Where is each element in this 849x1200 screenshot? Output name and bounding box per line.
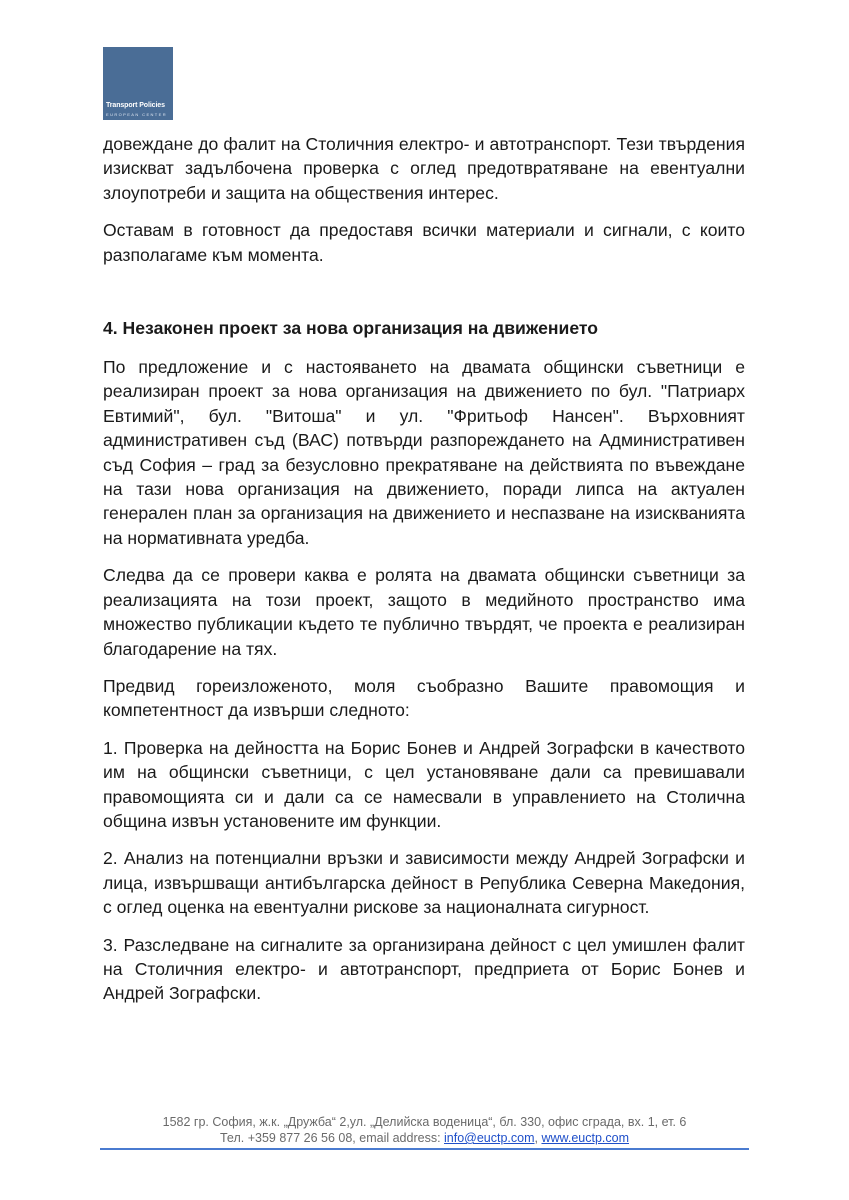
section-heading: 4. Незаконен проект за нова организация на движението xyxy=(103,318,599,339)
logo-subtitle: EUROPEAN CENTER xyxy=(106,112,168,117)
email-link[interactable]: info@euctp.com xyxy=(444,1131,535,1145)
website-link[interactable]: www.euctp.com xyxy=(541,1131,630,1145)
request-item-1: 1. Проверка на дейността на Борис Бонев и Андрей Зографски в качеството им на общински съветници, с цел установяване дали са превишавали правомощията си и дали са се намесвали в управлението на Столична община извън установените им функции. xyxy=(103,737,745,831)
footer-phone: Тел. +359 877 26 56 08, email address: xyxy=(219,1131,445,1145)
footer-divider xyxy=(100,1148,749,1150)
footer-separator: , xyxy=(534,1131,542,1145)
paragraph-role-check: Следва да се провери каква е ролята на двамата общински съветници за реализацията на този проект, защото в медийното пространство има множество публикации където те публично твърдят, че проекта е реализиран благодарение на тях. xyxy=(103,565,745,659)
request-item-3: 3. Разследване на сигналите за организирана дейност с цел умишлен фалит на Столичния електро- и автотранспорт, предприета от Борис Бонев и Андрей Зографски. xyxy=(103,934,745,1004)
footer-address: 1582 гр. София, ж.к. „Дружба“ 2,ул. „Делийска воденица“, бл. 330, офис сграда, вх. 1, ет. 6 xyxy=(162,1115,687,1129)
logo-brand-text: Transport Policies xyxy=(106,102,165,109)
request-item-2: 2. Анализ на потенциални връзки и зависимости между Андрей Зографски и лица, извършващи антибългарска дейност в Република Северна Македония, с оглед оценка на евентуални рискове за националната сигурност. xyxy=(103,848,745,918)
section-spacer xyxy=(103,280,745,316)
letter-body xyxy=(103,132,745,1019)
paragraph-traffic-project: По предложение и с настояването на двамата общински съветници е реализиран проект за нова организация на движението по бул. "Патриарх Евтимий", бул. "Витоша" и ул. "Фритьоф Нансен". Върховният административен съд (ВАС) потвърди разпореждането на Административен съд София – град за безусловно прекратяване на действията по въвеждане на тази нова организация на движението, поради липса на актуален генерален план за организация на движението и неспазване на изискванията на нормативната уредба. xyxy=(103,357,745,548)
footer-contact xyxy=(0,1130,849,1146)
paragraph-continuation: довеждане до фалит на Столичния електро- и автотранспорт. Тези твърдения изискват задълбочена проверка с оглед предотвратяване на евентуални злоупотреби и защита на обществения интерес. xyxy=(103,134,745,203)
paragraph-readiness: Оставам в готовност да предоставя всички материали и сигнали, с които разполагаме към момента. xyxy=(103,220,745,265)
page-footer xyxy=(0,1114,849,1146)
company-logo xyxy=(103,47,173,120)
paragraph-request: Предвид гореизложеното, моля съобразно Вашите правомощия и компетентност да извърши следното: xyxy=(103,675,745,721)
